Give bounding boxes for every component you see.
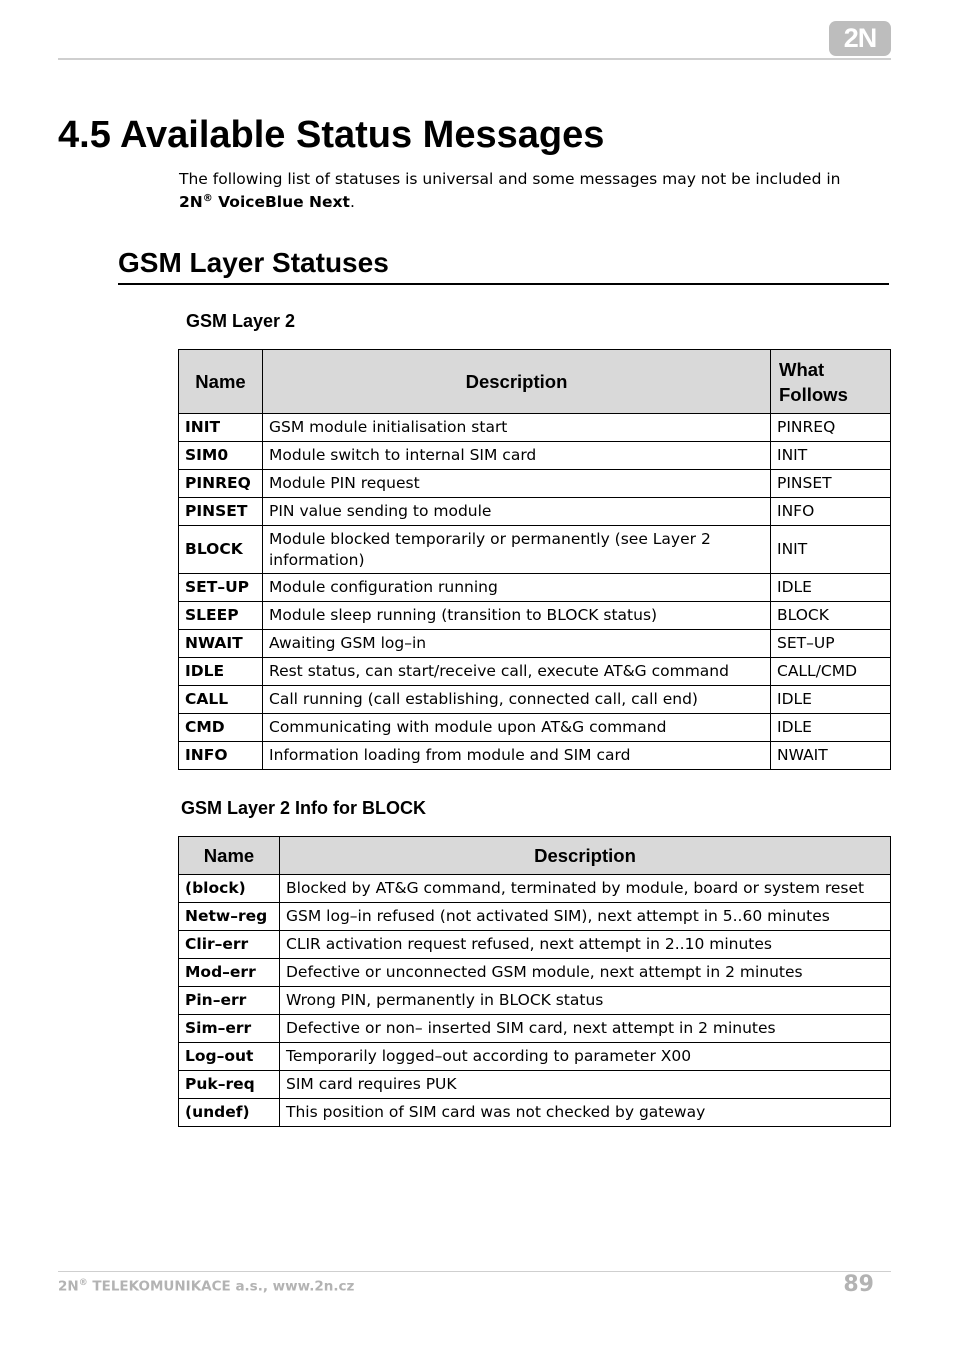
status-name: SLEEP — [179, 602, 263, 630]
status-what-follows: PINSET — [771, 470, 891, 498]
footer-company-text: TELEKOMUNIKACE a.s., www.2n.cz — [87, 1278, 355, 1295]
block-reason-name: Sim–err — [179, 1015, 280, 1043]
intro-period: . — [349, 193, 355, 211]
status-description: Module PIN request — [263, 470, 771, 498]
status-name: SET–UP — [179, 574, 263, 602]
status-description: PIN value sending to module — [263, 498, 771, 526]
table-row — [179, 875, 891, 903]
status-what-follows: CALL/CMD — [771, 658, 891, 686]
table-row — [179, 498, 891, 526]
status-name: NWAIT — [179, 630, 263, 658]
table-header-row — [179, 350, 891, 414]
block-reason-description: GSM log–in refused (not activated SIM), next attempt in 5..60 minutes — [280, 903, 891, 931]
status-what-follows: IDLE — [771, 574, 891, 602]
block-reason-name: Puk–req — [179, 1071, 280, 1099]
layer2-table — [178, 349, 891, 770]
table-row — [179, 987, 891, 1015]
status-name: IDLE — [179, 658, 263, 686]
block-reason-description: Defective or non– inserted SIM card, next attempt in 2 minutes — [280, 1015, 891, 1043]
section-heading: GSM Layer Statuses — [118, 247, 389, 278]
block-reason-name: Pin–err — [179, 987, 280, 1015]
table-row — [179, 714, 891, 742]
footer-rule — [58, 1271, 891, 1272]
table-row — [179, 414, 891, 442]
block-reason-name: (undef) — [179, 1099, 280, 1127]
block-reason-description: Wrong PIN, permanently in BLOCK status — [280, 987, 891, 1015]
table-row — [179, 470, 891, 498]
table-row — [179, 1099, 891, 1127]
brand-logo: 2N — [829, 21, 891, 56]
block-reason-description: This position of SIM card was not checked by gateway — [280, 1099, 891, 1127]
header-rule — [58, 58, 891, 60]
footer-company — [58, 1278, 354, 1295]
column-header-name: Name — [179, 837, 280, 875]
status-name: INIT — [179, 414, 263, 442]
status-what-follows: INIT — [771, 442, 891, 470]
status-description: Rest status, can start/receive call, execute AT&G command — [263, 658, 771, 686]
column-header-description: Description — [263, 350, 771, 414]
table-row — [179, 574, 891, 602]
block-info-heading: GSM Layer 2 Info for BLOCK — [181, 798, 427, 818]
table-row — [179, 602, 891, 630]
block-reason-name: (block) — [179, 875, 280, 903]
block-reason-name: Netw–reg — [179, 903, 280, 931]
block-reason-name: Clir–err — [179, 931, 280, 959]
page-title: 4.5 Available Status Messages — [58, 114, 605, 156]
table-row — [179, 442, 891, 470]
table-row — [179, 630, 891, 658]
table-row — [179, 658, 891, 686]
intro-brand — [179, 193, 350, 211]
table-row — [179, 1043, 891, 1071]
status-what-follows: IDLE — [771, 714, 891, 742]
table-row — [179, 959, 891, 987]
table-row — [179, 903, 891, 931]
status-what-follows: INFO — [771, 498, 891, 526]
status-what-follows: PINREQ — [771, 414, 891, 442]
status-description: Module switch to internal SIM card — [263, 442, 771, 470]
intro-text: The following list of statuses is universal and some messages may not be included in — [179, 170, 841, 188]
status-what-follows: NWAIT — [771, 742, 891, 770]
status-description: Call running (call establishing, connected call, call end) — [263, 686, 771, 714]
registered-mark: ® — [202, 192, 213, 204]
status-what-follows: INIT — [771, 526, 891, 574]
column-header-what-follows: What Follows — [771, 350, 891, 414]
footer-brand: 2N — [58, 1278, 79, 1295]
status-description: Module blocked temporarily or permanently (see Layer 2 information) — [263, 526, 771, 574]
block-reason-description: Temporarily logged–out according to parameter X00 — [280, 1043, 891, 1071]
block-reason-description: CLIR activation request refused, next attempt in 2..10 minutes — [280, 931, 891, 959]
footer-registered-mark: ® — [78, 1278, 88, 1288]
status-name: PINREQ — [179, 470, 263, 498]
status-what-follows: BLOCK — [771, 602, 891, 630]
status-description: GSM module initialisation start — [263, 414, 771, 442]
status-name: SIM0 — [179, 442, 263, 470]
status-name: PINSET — [179, 498, 263, 526]
column-header-name: Name — [179, 350, 263, 414]
section-rule — [118, 283, 889, 285]
table-header-row — [179, 837, 891, 875]
block-reason-description: Defective or unconnected GSM module, next attempt in 2 minutes — [280, 959, 891, 987]
table-row — [179, 526, 891, 574]
status-name: BLOCK — [179, 526, 263, 574]
table-row — [179, 1015, 891, 1043]
table-row — [179, 1071, 891, 1099]
column-header-description: Description — [280, 837, 891, 875]
layer2-heading: GSM Layer 2 — [186, 311, 296, 331]
block-reason-name: Mod–err — [179, 959, 280, 987]
block-reason-name: Log–out — [179, 1043, 280, 1071]
block-info-table — [178, 836, 891, 1127]
intro-brand-text: 2N — [179, 193, 203, 211]
intro-paragraph — [179, 168, 882, 214]
status-description: Communicating with module upon AT&G command — [263, 714, 771, 742]
table-row — [179, 931, 891, 959]
table-row — [179, 686, 891, 714]
status-description: Module configuration running — [263, 574, 771, 602]
intro-product: VoiceBlue Next — [212, 193, 350, 211]
status-what-follows: IDLE — [771, 686, 891, 714]
status-name: CALL — [179, 686, 263, 714]
status-description: Module sleep running (transition to BLOCK status) — [263, 602, 771, 630]
page-number: 89 — [843, 1272, 874, 1297]
table-row — [179, 742, 891, 770]
status-what-follows: SET–UP — [771, 630, 891, 658]
status-description: Information loading from module and SIM card — [263, 742, 771, 770]
status-name: INFO — [179, 742, 263, 770]
status-description: Awaiting GSM log–in — [263, 630, 771, 658]
block-reason-description: SIM card requires PUK — [280, 1071, 891, 1099]
block-reason-description: Blocked by AT&G command, terminated by module, board or system reset — [280, 875, 891, 903]
status-name: CMD — [179, 714, 263, 742]
